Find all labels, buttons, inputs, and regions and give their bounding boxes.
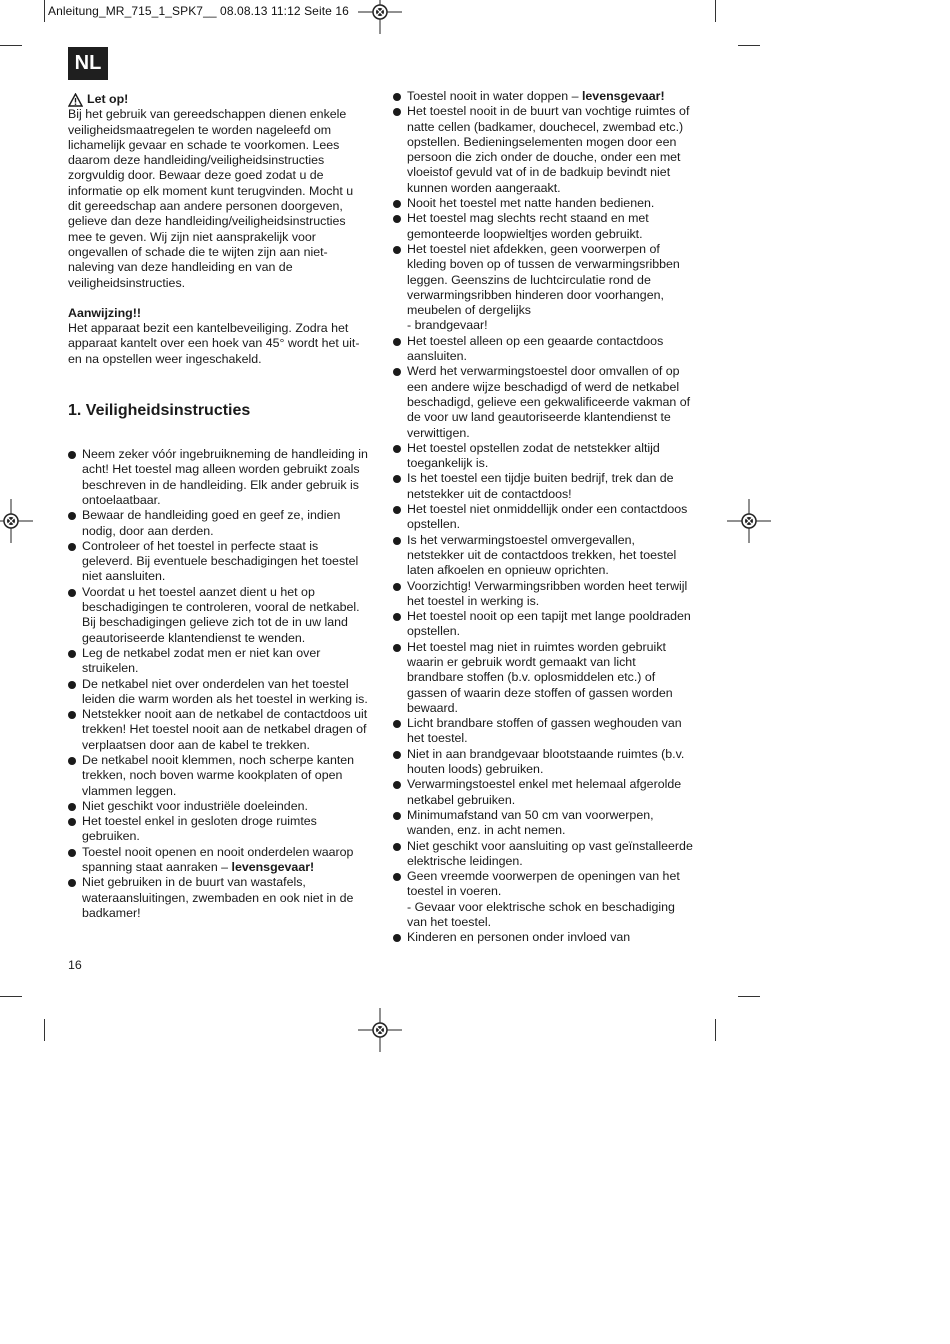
list-item-text: Niet geschikt voor aansluiting op vast geïnstalleerde elektrische leidingen. bbox=[407, 838, 693, 868]
bullet-icon bbox=[68, 757, 76, 765]
bullet-icon bbox=[68, 650, 76, 658]
warning-title: Let op! bbox=[87, 92, 129, 106]
list-item bbox=[393, 609, 693, 640]
list-item-text: Neem zeker vóór ingebruikneming de handleiding in acht! Het toestel mag alleen worden gebruikt zoals beschreven in de handleiding. Elk ander gebruik is ontoelaatbaar. bbox=[82, 447, 368, 507]
bullet-icon bbox=[393, 475, 401, 483]
language-tag: NL bbox=[68, 47, 108, 80]
list-item bbox=[68, 814, 368, 845]
bullet-icon bbox=[68, 543, 76, 551]
crop-mark bbox=[44, 0, 45, 22]
bullet-icon bbox=[393, 583, 401, 591]
bullet-icon bbox=[68, 512, 76, 520]
list-item-text: Geen vreemde voorwerpen de openingen van het toestel in voeren. bbox=[407, 869, 680, 899]
bullet-icon bbox=[393, 108, 401, 116]
list-item-text: Is het verwarmingstoestel omvergevallen, netstekker uit de contactdoos trekken, het toestel laten afkoelen en opnieuw oprichten. bbox=[407, 532, 677, 578]
list-item bbox=[393, 533, 693, 579]
safety-list-right bbox=[393, 89, 693, 946]
bullet-icon bbox=[393, 781, 401, 789]
list-item bbox=[393, 640, 693, 716]
list-item-text: Bewaar de handleiding goed en geef ze, indien nodig, door aan derden. bbox=[82, 508, 341, 538]
registration-mark-icon bbox=[727, 499, 771, 543]
bullet-icon bbox=[393, 644, 401, 652]
list-item-text: Het toestel mag niet in ruimtes worden gebruikt waarin er gebruik wordt gemaakt van licht brandbare stoffen (b.v. oplosmiddelen etc.) of gassen of waarin deze stoffen of gassen worden bewaard. bbox=[407, 639, 673, 715]
list-item bbox=[68, 539, 368, 585]
crop-mark bbox=[715, 0, 716, 22]
list-item-text: Voordat u het toestel aanzet dient u het op beschadigingen te controleren, vooral de netkabel. Bij beschadigingen gelieve zich tot de in uw land geautoriseerde klantendienst te wenden. bbox=[82, 584, 360, 645]
list-item bbox=[393, 579, 693, 610]
list-item bbox=[393, 364, 693, 440]
list-item-text: Is het toestel een tijdje buiten bedrijf, trek dan de netstekker uit de contactdoos! bbox=[407, 471, 674, 501]
list-item bbox=[68, 707, 368, 753]
crop-mark bbox=[0, 996, 22, 997]
list-item-text: Toestel nooit in water doppen – bbox=[407, 89, 582, 103]
list-item bbox=[68, 677, 368, 708]
bullet-icon bbox=[393, 93, 401, 101]
list-item bbox=[68, 753, 368, 799]
bullet-icon bbox=[393, 445, 401, 453]
list-item-text: De netkabel nooit klemmen, noch scherpe kanten trekken, noch boven warme kookplaten of open vlammen leggen. bbox=[82, 752, 355, 798]
crop-mark bbox=[738, 45, 760, 46]
warning-triangle-icon bbox=[68, 93, 83, 107]
note-title: Aanwijzing!! bbox=[68, 305, 141, 320]
list-item-text: Nooit het toestel met natte handen bedienen. bbox=[407, 196, 655, 211]
warning-heading bbox=[68, 92, 368, 107]
list-item-text: Niet geschikt voor industriële doeleinden. bbox=[82, 798, 308, 813]
bullet-icon bbox=[68, 711, 76, 719]
bullet-icon bbox=[68, 818, 76, 826]
section-title: 1. Veiligheidsinstructies bbox=[68, 402, 251, 420]
bullet-icon bbox=[393, 506, 401, 514]
list-item-subline: - Gevaar voor elektrische schok en beschadiging van het toestel. bbox=[407, 899, 675, 930]
bullet-icon bbox=[393, 934, 401, 942]
registration-mark-icon bbox=[358, 0, 402, 34]
registration-mark-icon bbox=[358, 1008, 402, 1052]
bullet-icon bbox=[68, 849, 76, 857]
bullet-icon bbox=[393, 751, 401, 759]
crop-mark bbox=[738, 996, 760, 997]
list-item bbox=[393, 89, 693, 104]
page-number: 16 bbox=[68, 958, 82, 972]
list-item bbox=[68, 799, 368, 814]
list-item bbox=[68, 646, 368, 677]
list-item bbox=[393, 716, 693, 747]
list-item-text: Netstekker nooit aan de netkabel de contactdoos uit trekken! Het toestel nooit aan de netkabel dragen of verplaatsen door aan de kabel te trekken. bbox=[82, 707, 368, 752]
list-item-text: Licht brandbare stoffen of gassen weghouden van het toestel. bbox=[407, 716, 682, 746]
list-item bbox=[393, 502, 693, 533]
list-item bbox=[68, 447, 368, 508]
list-item-text: Het toestel niet afdekken, geen voorwerpen of kleding boven op of tussen de verwarmingsribben leggen. Geenszins de luchtcirculatie rond de verwarmingsribben hinderen door voorhangen, meubelen of dergelijks bbox=[407, 241, 680, 318]
list-item bbox=[393, 930, 693, 945]
right-column bbox=[393, 89, 693, 946]
crop-mark bbox=[715, 1019, 716, 1041]
list-item bbox=[393, 211, 693, 242]
list-item-text: Werd het verwarmingstoestel door omvallen of op een andere wijze beschadigd of werd de netkabel beschadigd, gelieve een gekwalificeerde vakman of de voor uw land geautoriseerde klantendienst te verwittigen. bbox=[407, 364, 691, 440]
list-item-text: Het toestel nooit op een tapijt met lange pooldraden opstellen. bbox=[407, 609, 691, 639]
list-item bbox=[68, 845, 368, 876]
list-item bbox=[393, 839, 693, 870]
list-item bbox=[393, 471, 693, 502]
list-item bbox=[393, 777, 693, 808]
list-item bbox=[393, 334, 693, 365]
printer-slug: Anleitung_MR_715_1_SPK7__ 08.08.13 11:12 Seite 16 bbox=[48, 4, 349, 18]
bullet-icon bbox=[68, 681, 76, 689]
bullet-icon bbox=[393, 368, 401, 376]
list-item-text: Voorzichtig! Verwarmingsribben worden heet terwijl het toestel in werking is. bbox=[407, 578, 688, 608]
list-item bbox=[393, 242, 693, 334]
bullet-icon bbox=[393, 246, 401, 254]
list-item-text: Minimumafstand van 50 cm van voorwerpen, wanden, enz. in acht nemen. bbox=[407, 807, 654, 838]
bullet-icon bbox=[393, 200, 401, 208]
crop-mark bbox=[0, 45, 22, 46]
crop-mark bbox=[44, 1019, 45, 1041]
list-item-text: Het toestel mag slechts recht staand en met gemonteerde loopwieltjes worden gebruikt. bbox=[407, 211, 649, 241]
list-item-subline: - brandgevaar! bbox=[407, 318, 488, 333]
bullet-icon bbox=[393, 338, 401, 346]
list-item bbox=[68, 508, 368, 539]
list-item bbox=[393, 808, 693, 839]
list-item-text: Het toestel opstellen zodat de netstekker altijd toegankelijk is. bbox=[407, 440, 660, 471]
list-item-text: Het toestel niet onmiddellijk onder een contactdoos opstellen. bbox=[407, 502, 688, 532]
list-item bbox=[393, 104, 693, 196]
list-item-text: Het toestel enkel in gesloten droge ruimtes gebruiken. bbox=[82, 814, 317, 844]
bullet-icon bbox=[68, 879, 76, 887]
note-text: Het apparaat bezit een kantelbeveiliging. Zodra het apparaat kantelt over een hoek van 45° wordt het uit- en na opstellen weer ingeschakeld. bbox=[68, 321, 360, 366]
list-item-text: Controleer of het toestel in perfecte staat is geleverd. Bij eventuele beschadigingen het toestel niet aansluiten. bbox=[82, 538, 359, 584]
safety-list-left bbox=[68, 447, 368, 921]
bullet-icon bbox=[393, 537, 401, 545]
list-item bbox=[393, 196, 693, 211]
list-item bbox=[393, 441, 693, 472]
list-item-text: Toestel nooit openen en nooit onderdelen waarop spanning staat aanraken – bbox=[82, 844, 354, 875]
registration-mark-icon bbox=[0, 499, 33, 543]
list-item-text: Leg de netkabel zodat men er niet kan over struikelen. bbox=[82, 645, 321, 676]
list-item-emphasis: levensgevaar! bbox=[581, 89, 665, 103]
list-item bbox=[393, 747, 693, 778]
list-item-emphasis: levensgevaar! bbox=[231, 860, 315, 875]
bullet-icon bbox=[393, 873, 401, 881]
list-item-text: Niet gebruiken in de buurt van wastafels, wateraansluitingen, zwembaden en ook niet in de badkamer! bbox=[82, 875, 354, 920]
bullet-icon bbox=[393, 843, 401, 851]
list-item-text: Het toestel alleen op een geaarde contactdoos aansluiten. bbox=[407, 333, 664, 364]
bullet-icon bbox=[393, 613, 401, 621]
list-item bbox=[393, 869, 693, 930]
list-item bbox=[68, 585, 368, 646]
bullet-icon bbox=[68, 451, 76, 459]
bullet-icon bbox=[393, 812, 401, 820]
bullet-icon bbox=[393, 215, 401, 223]
bullet-icon bbox=[68, 589, 76, 597]
bullet-icon bbox=[68, 803, 76, 811]
bullet-icon bbox=[393, 720, 401, 728]
list-item-text: De netkabel niet over onderdelen van het toestel leiden die warm worden als het toestel in werking is. bbox=[82, 676, 368, 706]
warning-text: Bij het gebruik van gereedschappen dienen enkele veiligheidsmaatregelen te worden nageleefd om lichamelijk gevaar en schade te voorkomen. Lees daarom deze handleiding/veiligheidsinstructies zorgvuldig door. Bewaar deze goed zodat u de informatie op elk moment kunt terugvinden. Mocht u dit gereedschap aan andere personen doorgeven, gelieve dan deze handleiding/veiligheidsinstructies mee te geven. Wij zijn niet aansprakelijk voor ongevallen of schade die te wijten zijn aan niet-naleving van deze handleiding en van de veiligheidsinstructies. bbox=[68, 107, 354, 290]
list-item-text: Verwarmingstoestel enkel met helemaal afgerolde netkabel gebruiken. bbox=[407, 777, 682, 807]
list-item-text: Kinderen en personen onder invloed van bbox=[407, 930, 631, 945]
list-item bbox=[68, 875, 368, 921]
left-column bbox=[68, 92, 368, 921]
list-item-text: Het toestel nooit in de buurt van vochtige ruimtes of natte cellen (badkamer, douchecel, zwembad etc.) opstellen. Bedieningselementen mogen door een persoon die zich onder de douche, onder een met vloeistof gevuld vat of in de badkuip bevindt niet kunnen worden aangeraakt. bbox=[407, 104, 690, 195]
list-item-text: Niet in aan brandgevaar blootstaande ruimtes (b.v. houten loods) gebruiken. bbox=[407, 746, 685, 777]
